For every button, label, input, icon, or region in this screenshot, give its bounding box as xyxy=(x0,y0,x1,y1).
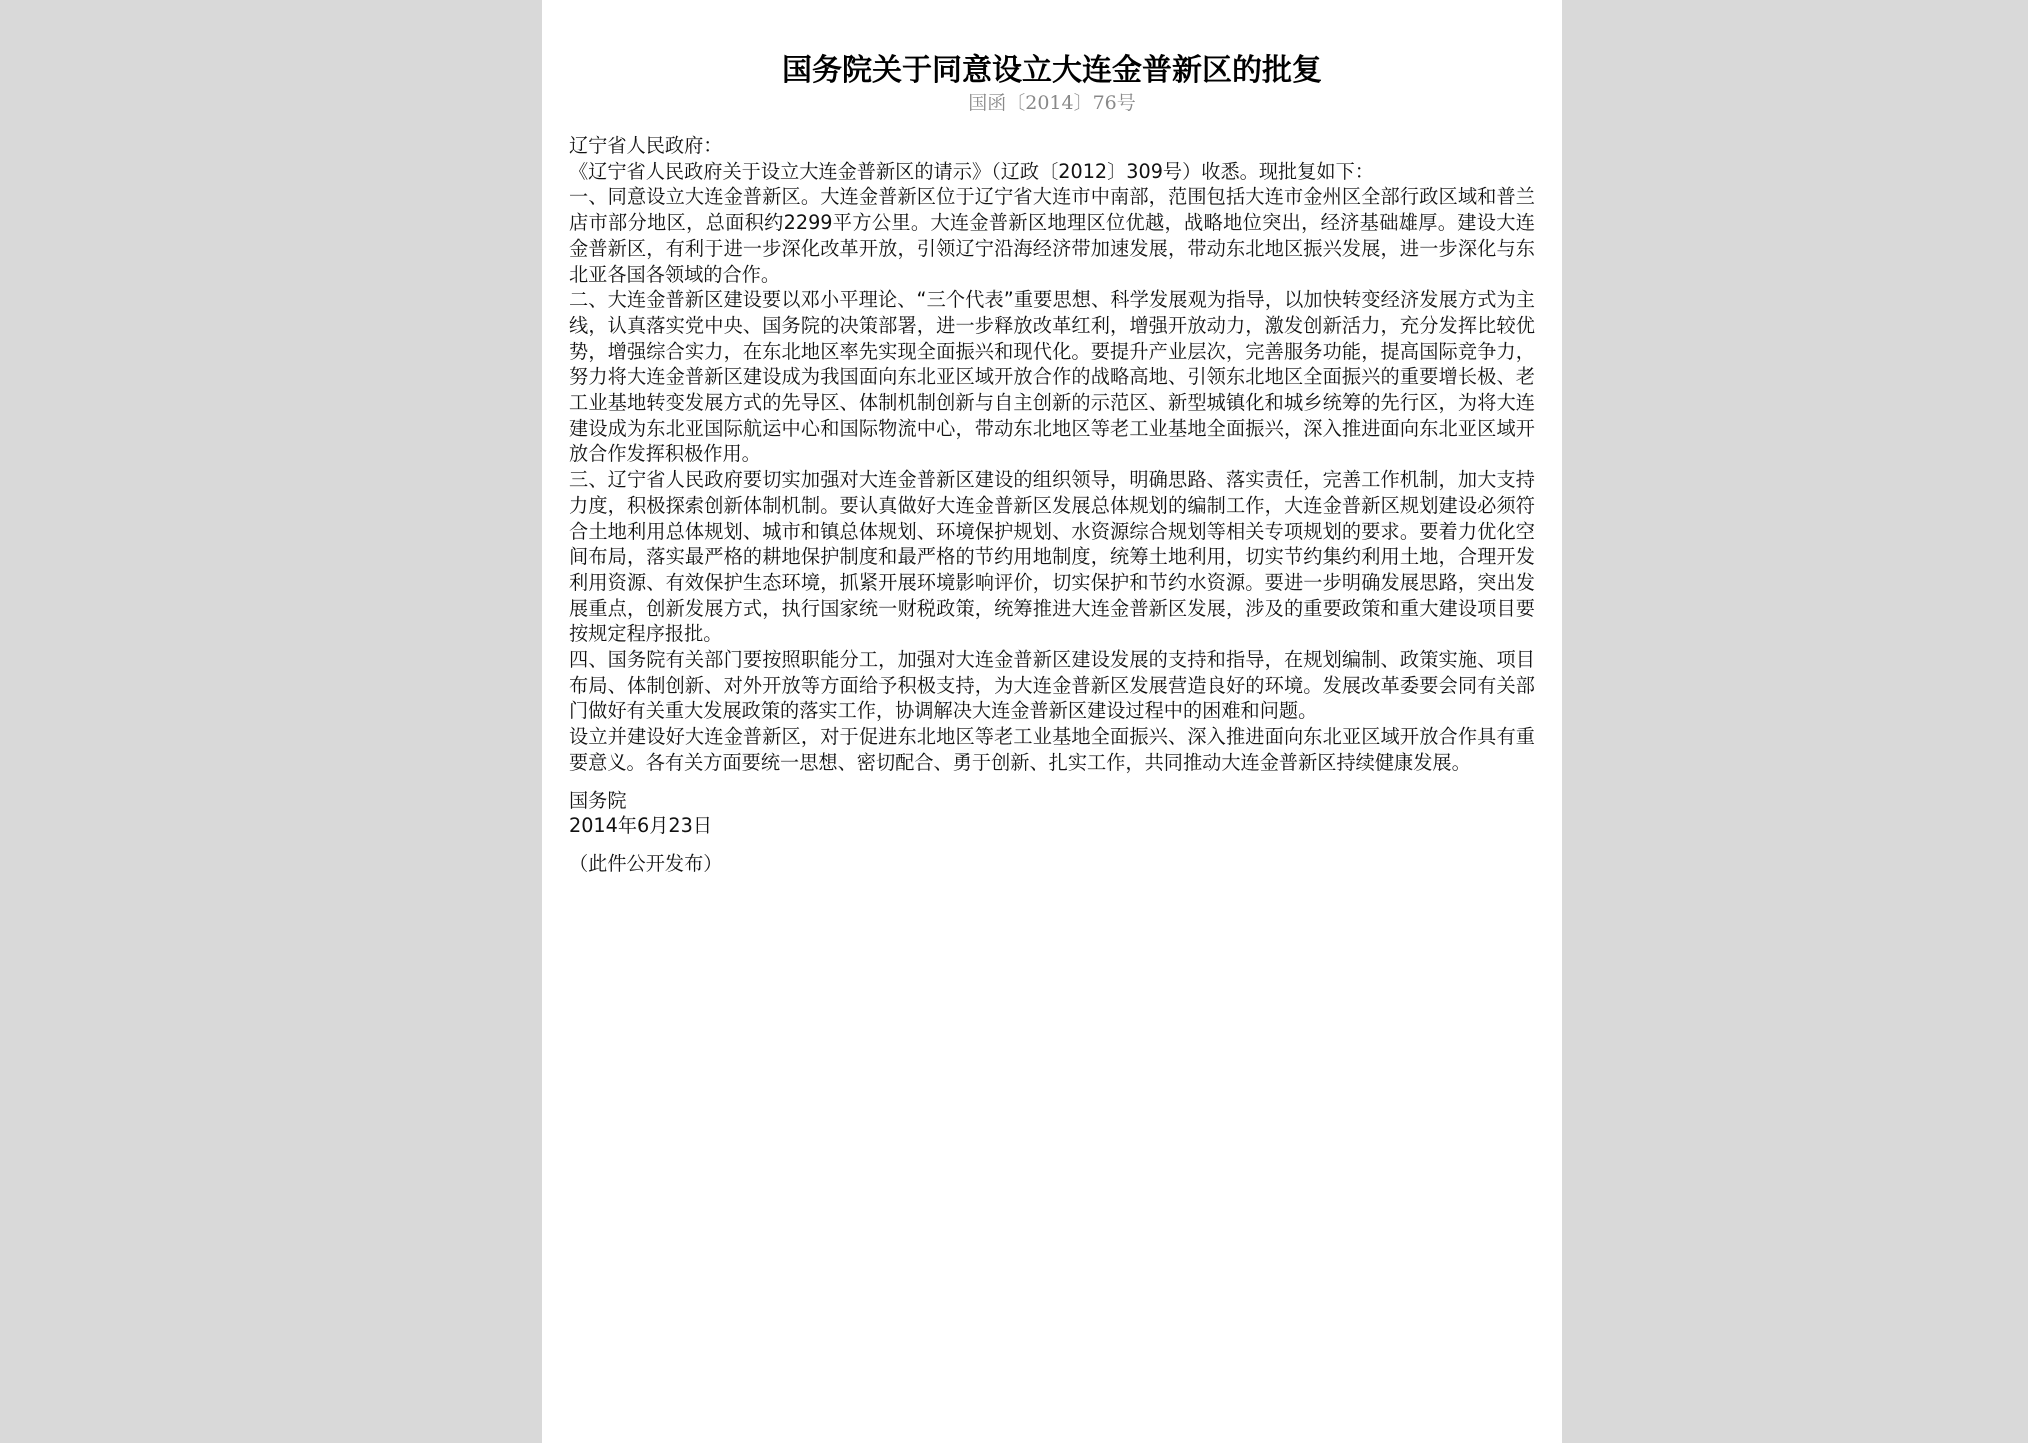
document-page xyxy=(542,0,1562,1443)
paragraph-closing: 设立并建设好大连金普新区，对于促进东北地区等老工业基地全面振兴、深入推进面向东北亚区域开放合作具有重要意义。各有关方面要统一思想、密切配合、勇于创新、扎实工作，共同推动大连金普新区持续健康发展。 xyxy=(569,725,1535,774)
paragraph-3: 三、辽宁省人民政府要切实加强对大连金普新区建设的组织领导，明确思路、落实责任，完善工作机制，加大支持力度，积极探索创新体制机制。要认真做好大连金普新区发展总体规划的编制工作，大连金普新区规划建设必须符合土地利用总体规划、城市和镇总体规划、环境保护规划、水资源综合规划等相关专项规划的要求。要着力优化空间布局，落实最严格的耕地保护制度和最严格的节约用地制度，统筹土地利用，切实节约集约利用土地，合理开发利用资源、有效保护生态环境，抓紧开展环境影响评价，切实保护和节约水资源。要进一步明确发展思路，突出发展重点，创新发展方式，执行国家统一财税政策，统筹推进大连金普新区发展，涉及的重要政策和重大建设项目要按规定程序报批。 xyxy=(569,468,1535,646)
document-number: 国函〔2014〕76号 xyxy=(968,92,1136,114)
paragraph-2: 二、大连金普新区建设要以邓小平理论、“三个代表”重要思想、科学发展观为指导，以加快转变经济发展方式为主线，认真落实党中央、国务院的决策部署，进一步释放改革红利，增强开放动力，激发创新活力，充分发挥比较优势，增强综合实力，在东北地区率先实现全面振兴和现代化。要提升产业层次，完善服务功能，提高国际竞争力，努力将大连金普新区建设成为我国面向东北亚区域开放合作的战略高地、引领东北地区全面振兴的重要增长极、老工业基地转变发展方式的先导区、体制机制创新与自主创新的示范区、新型城镇化和城乡统筹的先行区，为将大连建设成为东北亚国际航运中心和国际物流中心，带动东北地区等老工业基地全面振兴，深入推进面向东北亚区域开放合作发挥积极作用。 xyxy=(569,288,1535,466)
salutation: 辽宁省人民政府： xyxy=(569,134,723,157)
signing-date: 2014年6月23日 xyxy=(569,814,713,838)
document-body xyxy=(569,133,1535,877)
paragraph-4: 四、国务院有关部门要按照职能分工，加强对大连金普新区建设发展的支持和指导，在规划编制、政策实施、项目布局、体制创新、对外开放等方面给予积极支持，为大连金普新区发展营造良好的环境。发展改革委要会同有关部门做好有关重大发展政策的落实工作，协调解决大连金普新区建设过程中的困难和问题。 xyxy=(569,648,1535,723)
paragraph-receipt: 《辽宁省人民政府关于设立大连金普新区的请示》（辽政〔2012〕309号）收悉。现批复如下： xyxy=(569,159,1374,183)
publication-note: （此件公开发布） xyxy=(569,851,723,875)
document-title: 国务院关于同意设立大连金普新区的批复 xyxy=(782,53,1322,88)
paragraph-1: 一、同意设立大连金普新区。大连金普新区位于辽宁省大连市中南部，范围包括大连市金州区全部行政区域和普兰店市部分地区，总面积约2299平方公里。大连金普新区地理区位优越，战略地位突出，经济基础雄厚。建设大连金普新区，有利于进一步深化改革开放，引领辽宁沿海经济带加速发展，带动东北地区振兴发展，进一步深化与东北亚各国各领域的合作。 xyxy=(569,185,1535,286)
signer: 国务院 xyxy=(569,788,627,812)
